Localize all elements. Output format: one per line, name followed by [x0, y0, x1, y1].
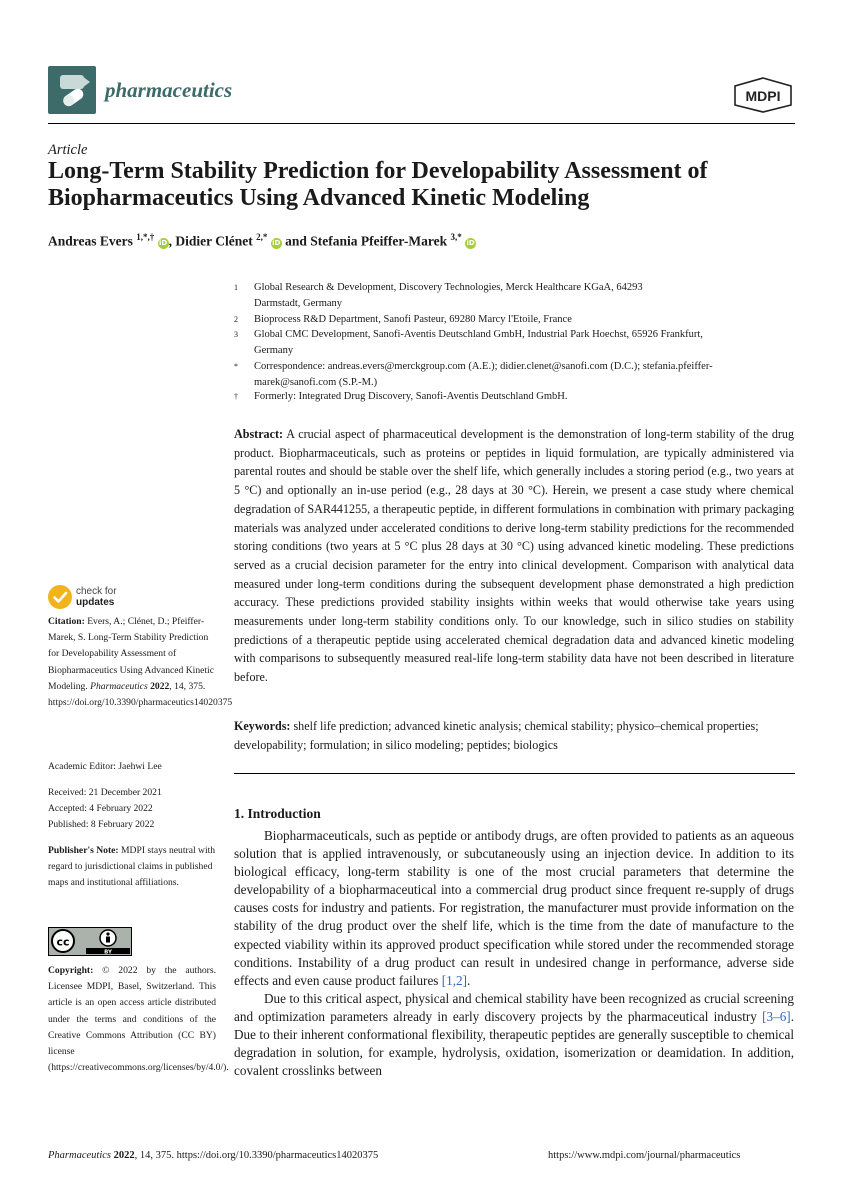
author-affiliation-mark: 2,*	[256, 232, 268, 242]
author-list: Andreas Evers $^{1,*,\dagger}$ iD, Didier Clénet $^{2,*}$ iD and Stefania Pfeiffer-Marek $^{3,*}$ iD	[48, 232, 475, 249]
published-date: Published: 8 February 2022	[48, 819, 155, 831]
paper-title: Long-Term Stability Prediction for Developability Assessment of Biopharmaceutics Using Advanced Kinetic Modeling	[48, 158, 708, 211]
mdpi-hexagon-logo	[732, 77, 794, 113]
journal-logo	[48, 66, 96, 114]
check-updates-button[interactable]: check for updates	[76, 586, 117, 608]
svg-text:cc: cc	[56, 935, 70, 949]
author-name: Didier Clénet	[175, 233, 253, 249]
orcid-icon[interactable]: iD	[272, 238, 281, 247]
author-name: Andreas Evers	[48, 233, 133, 249]
pill-capsule-icon	[48, 66, 96, 114]
citation-block: Citation: Evers, A.; Clénet, D.; Pfeiffer-Marek, S. Long-Term Stability Prediction for Developability Assessment of Biopharmaceutics Using Advanced Kinetic Modeling. Pharmaceutics 2022, 14, 375. https://doi.org/10.3390/pharmaceutics14020375	[48, 616, 233, 709]
citation-link[interactable]: [3–6]	[762, 1008, 791, 1024]
abstract-text: A crucial aspect of pharmaceutical development is the demonstration of long-term stability of the drug product. Biopharmaceuticals, such as proteins or peptides in liquid formulation, are typically administered via parental routes and should be stable over the shelf life, which generally includes a storing period (e.g., two years at 5 °C) and optionally an in-use period (e.g., 28 days at 30 °C). Herein, we present a case study where chemical degradation of SAR441255, a therapeutic peptide, in different formulations in combination with primary packaging materials was analyzed under accelerated conditions to derive long-term stability predictions for the recommended storing conditions (two years at 5 °C plus 28 days at 30 °C) using advanced kinetic modeling. These predictions served as a crucial decision parameter for the entry into clinical development. Comparison with analytical data measured under long-term conditions during the subsequent development phase demonstrated a high prediction accuracy. These predictions provided stability insights within weeks that would otherwise take years using measurements under long-term stability conditions only. To our knowledge, such in silico studies on stability predictions of a therapeutic peptide using accelerated chemical degradation data and advanced kinetic modeling with comparisons to subsequently measured real-life long-term stability data have not been described in literature before.	[234, 427, 794, 685]
orcid-icon[interactable]: iD	[159, 238, 168, 247]
copyright-notice: Copyright: © 2022 by the authors. Licensee MDPI, Basel, Switzerland. This article is an open access article distributed under the terms and conditions of the Creative Commons Attribution (CC BY) license (https://creativecommons.org/licenses/by/4.0/).	[48, 965, 229, 1074]
keywords	[234, 717, 794, 754]
check-updates-icon[interactable]	[48, 585, 72, 609]
publisher-note: Publisher's Note: MDPI stays neutral with regard to jurisdictional claims in published maps and institutional affiliations.	[48, 845, 216, 889]
received-date: Received: 21 December 2021	[48, 787, 162, 798]
paragraph: Biopharmaceuticals, such as peptide or antibody drugs, are often provided to patients as an aqueous solution that is applied intravenously, or subcutaneously using an injection device. In addition to its biological efficacy, long-term stability is one of the most crucial parameters that determine the developability of a biopharmaceutical into a commercial drug product since frequent re-supply of drugs causes costs for industry and patients. For registration, the manufacturer must provide information on the stability of the drug product over the shelf life, which is the time from the date of manufacture to the expected viability within its approved product specification while stored under the recommended storage conditions. Instability of a drug product can result in undesired change in performance, adverse side effects and even cause product failures [1,2].	[234, 828, 794, 988]
mdpi-logo	[732, 77, 794, 113]
paragraph: Due to this critical aspect, physical and chemical stability have been recognized as crucial screening and optimization parameters already in early discovery projects by the pharmaceutical industry [3–6]. Due to their inherent conformational flexibility, therapeutic peptides are generally susceptible to chemical degradation in solution, for example, hydrolysis, oxidation, isomerization or deamidation. In addition, covalent crosslinks between	[234, 990, 794, 1079]
introduction-body	[234, 827, 794, 1080]
publication-dates	[48, 785, 216, 834]
section-heading: 1. Introduction	[234, 806, 321, 821]
abstract-label: Abstract:	[234, 427, 284, 441]
cc-by-license-badge[interactable]	[48, 927, 132, 956]
author-affiliation-mark: 1,*,†	[136, 232, 155, 242]
mdpi-logo-text: MDPI	[745, 88, 781, 104]
section-divider	[234, 773, 795, 774]
keywords-label: Keywords:	[234, 719, 291, 733]
author-name: Stefania Pfeiffer-Marek	[310, 233, 448, 249]
header-divider	[48, 123, 795, 124]
footer-citation: Pharmaceutics 2022, 14, 375. https://doi.org/10.3390/pharmaceutics14020375	[48, 1150, 379, 1161]
orcid-icon[interactable]: iD	[466, 238, 475, 247]
academic-editor: Academic Editor: Jaehwi Lee	[48, 761, 162, 772]
citation-link[interactable]: [1,2]	[441, 972, 468, 988]
keywords-text: shelf life prediction; advanced kinetic analysis; chemical stability; physico–chemical properties; developability; formulation; in silico modeling; peptides; biologics	[234, 719, 759, 752]
author-affiliation-mark: 3,*	[450, 232, 462, 242]
journal-name: pharmaceutics	[105, 78, 233, 102]
abstract	[234, 425, 794, 687]
article-type: Article	[48, 142, 88, 158]
footer-journal-url[interactable]: https://www.mdpi.com/journal/pharmaceutics	[548, 1150, 741, 1161]
accepted-date: Accepted: 4 February 2022	[48, 803, 153, 815]
cc-by-label: BY	[104, 949, 112, 956]
